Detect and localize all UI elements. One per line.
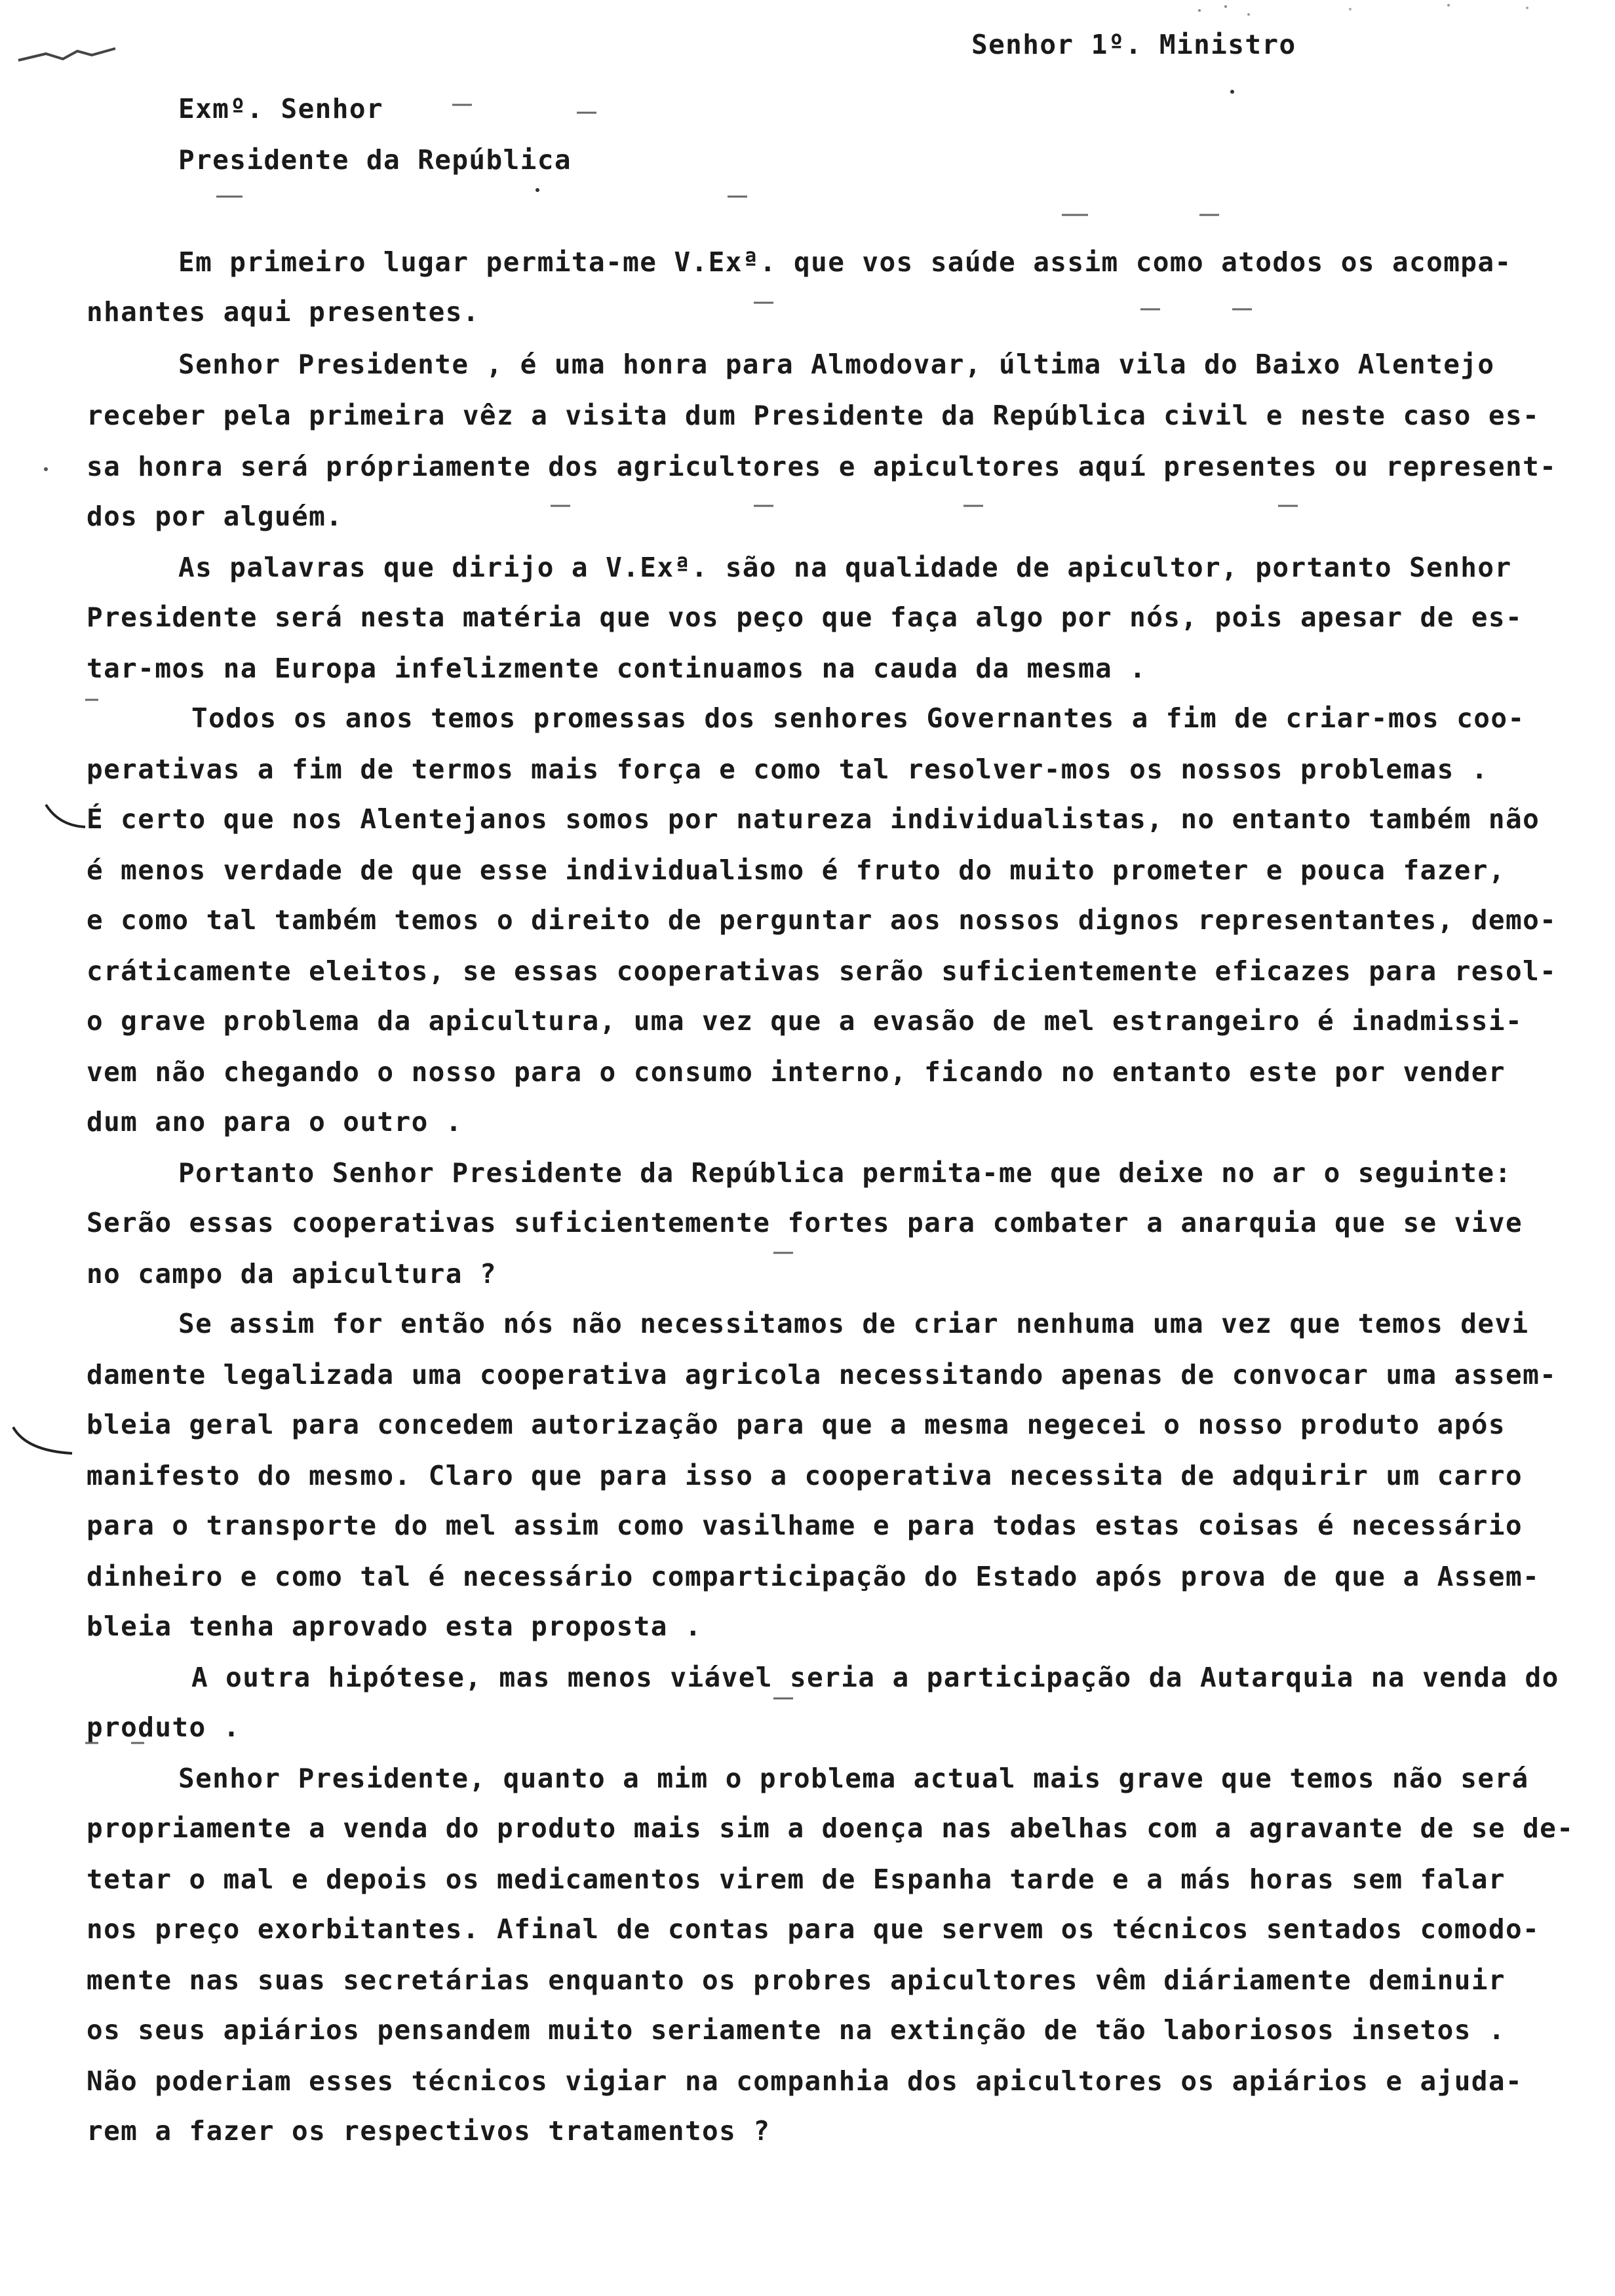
body-line-2: nhantes aqui presentes.: [87, 296, 480, 328]
body-line-24: bleia geral para concedem autorização para que a mesma negecei o nosso produto após: [87, 1409, 1506, 1440]
body-line-35: mente nas suas secretárias enquanto os probres apicultores vêm diáriamente deminuir: [87, 1964, 1506, 1996]
body-line-33: tetar o mal e depois os medicamentos virem de Espanha tarde e a más horas sem falar: [87, 1864, 1506, 1895]
body-line-27: dinheiro e como tal é necessário comparticipação do Estado após prova de que a Assem-: [87, 1561, 1540, 1592]
salutation-line-1: Exmº. Senhor: [178, 93, 384, 124]
body-line-36: os seus apiários pensandem muito seriamente na extinção de tão laboriosos insetos .: [87, 2014, 1506, 2046]
body-line-8: Presidente será nesta matéria que vos peço que faça algo por nós, pois apesar de es-: [87, 602, 1523, 633]
body-line-32: propriamente a venda do produto mais sim a doença nas abelhas com a agravante de se de-: [87, 1812, 1574, 1844]
body-line-38: rem a fazer os respectivos tratamentos ?: [87, 2115, 771, 2147]
body-line-28: bleia tenha aprovado esta proposta .: [87, 1611, 703, 1642]
body-line-22: Se assim for então nós não necessitamos de criar nenhuma uma vez que temos devi: [178, 1308, 1529, 1339]
body-line-31: Senhor Presidente, quanto a mim o problema actual mais grave que temos não será: [178, 1763, 1529, 1794]
body-line-15: cráticamente eleitos, se essas cooperativas serão suficientemente eficazes para resol-: [87, 955, 1557, 987]
body-line-5: sa honra será própriamente dos agricultores e apicultores aquí presentes ou represent-: [87, 451, 1557, 482]
body-line-37: Não poderiam esses técnicos vigiar na companhia dos apicultores os apiários e ajuda-: [87, 2065, 1523, 2097]
body-line-29: A outra hipótese, mas menos viável seria a participação da Autarquia na venda do: [191, 1662, 1559, 1693]
body-line-10: Todos os anos temos promessas dos senhores Governantes a fim de criar-mos coo-: [191, 702, 1525, 734]
body-line-3: Senhor Presidente , é uma honra para Almodovar, última vila do Baixo Alentejo: [178, 349, 1495, 380]
body-line-4: receber pela primeira vêz a visita dum Presidente da República civil e neste caso es-: [87, 400, 1540, 431]
body-line-34: nos preço exorbitantes. Afinal de contas para que servem os técnicos sentados comodo-: [87, 1913, 1540, 1945]
body-line-30: produto .: [87, 1712, 241, 1743]
body-line-11: perativas a fim de termos mais força e como tal resolver-mos os nossos problemas .: [87, 754, 1489, 785]
body-line-17: vem não chegando o nosso para o consumo interno, ficando no entanto este por vender: [87, 1056, 1506, 1088]
body-line-12: É certo que nos Alentejanos somos por natureza individualistas, no entanto também não: [87, 803, 1540, 835]
body-line-18: dum ano para o outro .: [87, 1106, 463, 1138]
body-line-9: tar-mos na Europa infelizmente continuamos na cauda da mesma .: [87, 653, 1147, 684]
body-line-1: Em primeiro lugar permita-me V.Exª. que vos saúde assim como atodos os acompa-: [178, 246, 1512, 278]
body-line-23: damente legalizada uma cooperativa agricola necessitando apenas de convocar uma assem-: [87, 1359, 1557, 1390]
body-line-16: o grave problema da apicultura, uma vez que a evasão de mel estrangeiro é inadmissi-: [87, 1005, 1523, 1037]
header-title: Senhor 1º. Ministro: [971, 29, 1296, 60]
body-line-7: As palavras que dirijo a V.Exª. são na qualidade de apicultor, portanto Senhor: [178, 552, 1512, 583]
salutation-line-2: Presidente da República: [178, 144, 572, 176]
body-line-13: é menos verdade de que esse individualismo é fruto do muito prometer e pouca fazer,: [87, 854, 1506, 886]
body-line-25: manifesto do mesmo. Claro que para isso a cooperativa necessita de adquirir um carro: [87, 1460, 1523, 1491]
body-line-6: dos por alguém.: [87, 501, 343, 532]
body-line-14: e como tal também temos o direito de perguntar aos nossos dignos representantes, demo-: [87, 904, 1557, 936]
body-line-21: no campo da apicultura ?: [87, 1258, 497, 1290]
body-line-19: Portanto Senhor Presidente da República permita-me que deixe no ar o seguinte:: [178, 1157, 1512, 1189]
body-line-26: para o transporte do mel assim como vasilhame e para todas estas coisas é necessário: [87, 1510, 1523, 1541]
body-line-20: Serão essas cooperativas suficientemente fortes para combater a anarquia que se vive: [87, 1207, 1523, 1238]
